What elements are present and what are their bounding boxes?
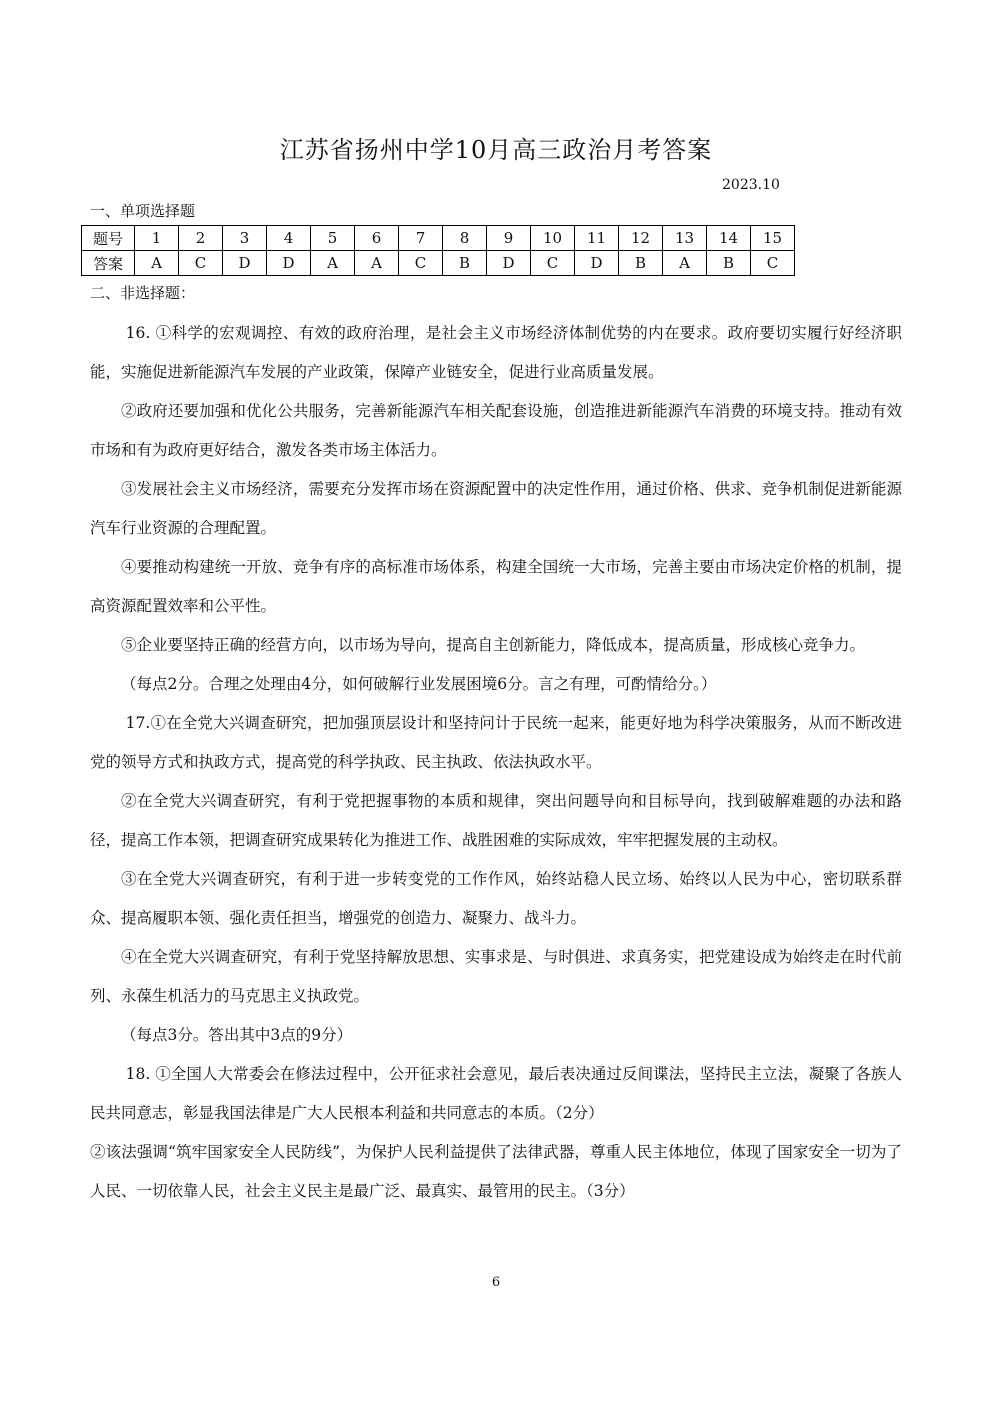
question-number-cell: 14 (707, 226, 751, 251)
answer-cell: C (179, 251, 223, 276)
answer-cell: C (399, 251, 443, 276)
question-number-cell: 11 (575, 226, 619, 251)
q17-scoring-note: （每点3分。答出其中3点的9分） (121, 1026, 353, 1044)
question-number-cell: 2 (179, 226, 223, 251)
answer-cell: D (487, 251, 531, 276)
q16-point-3: ③发展社会主义市场经济，需要充分发挥市场在资源配置中的决定性作用，通过价格、供求、竞争机制促进新能源汽车行业资源的合理配置。 (90, 480, 902, 537)
row-header-number: 题号 (82, 226, 135, 251)
section-heading-essay: 二、非选择题： (90, 284, 196, 302)
question-number-cell: 8 (443, 226, 487, 251)
answer-cell: C (751, 251, 795, 276)
answer-cell: D (267, 251, 311, 276)
answer-cell: D (575, 251, 619, 276)
answer-cell: D (223, 251, 267, 276)
q17-point-3: ③在全党大兴调查研究，有利于进一步转变党的工作作风，始终站稳人民立场、始终以人民为中心，密切联系群众、提高履职本领、强化责任担当，增强党的创造力、凝聚力、战斗力。 (90, 870, 902, 927)
question-number-cell: 12 (619, 226, 663, 251)
question-number-cell: 13 (663, 226, 707, 251)
answer-cell: B (443, 251, 487, 276)
answer-cell: C (531, 251, 575, 276)
q17-point-2: ②在全党大兴调查研究，有利于党把握事物的本质和规律，突出问题导向和目标导向，找到破解难题的办法和路径，提高工作本领，把调查研究成果转化为推进工作、战胜困难的实际成效，牢牢把握发展的主动权。 (90, 792, 902, 849)
question-number-row (82, 226, 795, 251)
answer-row (82, 251, 795, 276)
answer-cell: A (663, 251, 707, 276)
page-number: 6 (491, 1275, 501, 1290)
question-number-cell: 4 (267, 226, 311, 251)
answer-cell: A (135, 251, 179, 276)
question-number-cell: 15 (751, 226, 795, 251)
answer-table (81, 225, 795, 276)
row-header-answer: 答案 (82, 251, 135, 276)
answer-cell: B (707, 251, 751, 276)
page-title: 江苏省扬州中学10月高三政治月考答案 (279, 136, 713, 164)
q16-point-1: 16. ①科学的宏观调控、有效的政府治理，是社会主义市场经济体制优势的内在要求。政府要切实履行好经济职能，实施促进新能源汽车发展的产业政策，保障产业链安全，促进行业高质量发展。 (90, 324, 902, 381)
answer-body (90, 314, 902, 1211)
q17-point-4: ④在全党大兴调查研究，有利于党坚持解放思想、实事求是、与时俱进、求真务实，把党建设成为始终走在时代前列、永葆生机活力的马克思主义执政党。 (90, 948, 902, 1005)
q16-point-4: ④要推动构建统一开放、竞争有序的高标准市场体系，构建全国统一大市场，完善主要由市场决定价格的机制，提高资源配置效率和公平性。 (90, 558, 902, 615)
q18-point-2: ②该法强调“筑牢国家安全人民防线”，为保护人民利益提供了法律武器，尊重人民主体地位，体现了国家安全一切为了人民、一切依靠人民，社会主义民主是最广泛、最真实、最管用的民主。（3分） (90, 1143, 902, 1200)
question-number-cell: 5 (311, 226, 355, 251)
q16-point-5: ⑤企业要坚持正确的经营方向，以市场为导向，提高自主创新能力，降低成本，提高质量，形成核心竞争力。 (121, 636, 866, 654)
q16-scoring-note: （每点2分。合理之处理由4分，如何破解行业发展困境6分。言之有理，可酌情给分。） (121, 675, 717, 693)
date: 2023.10 (722, 177, 780, 193)
answer-cell: B (619, 251, 663, 276)
answer-cell: A (355, 251, 399, 276)
question-number-cell: 7 (399, 226, 443, 251)
question-number-cell: 3 (223, 226, 267, 251)
question-number-cell: 1 (135, 226, 179, 251)
q18-point-1: 18. ①全国人大常委会在修法过程中，公开征求社会意见，最后表决通过反间谍法，坚持民主立法，凝聚了各族人民共同意志，彰显我国法律是广大人民根本利益和共同意志的本质。（2分） (90, 1065, 902, 1122)
section-heading-choice: 一、单项选择题 (90, 202, 196, 220)
answer-cell: A (311, 251, 355, 276)
question-number-cell: 9 (487, 226, 531, 251)
question-number-cell: 6 (355, 226, 399, 251)
q17-point-1: 17.①在全党大兴调查研究，把加强顶层设计和坚持问计于民统一起来，能更好地为科学决策服务，从而不断改进党的领导方式和执政方式，提高党的科学执政、民主执政、依法执政水平。 (90, 714, 902, 771)
q16-point-2: ②政府还要加强和优化公共服务，完善新能源汽车相关配套设施，创造推进新能源汽车消费的环境支持。推动有效市场和有为政府更好结合，激发各类市场主体活力。 (90, 402, 902, 459)
question-number-cell: 10 (531, 226, 575, 251)
